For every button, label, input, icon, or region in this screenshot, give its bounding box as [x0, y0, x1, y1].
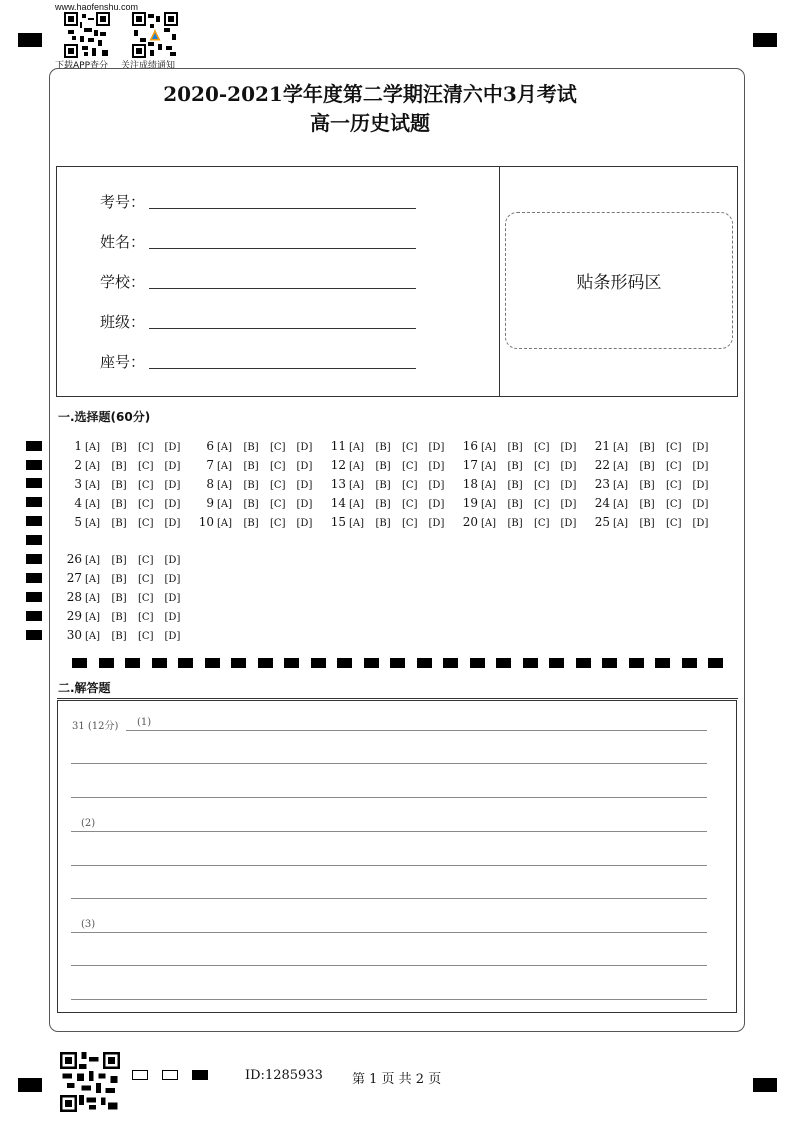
option-bubble-d[interactable]: [D]	[692, 442, 709, 453]
choice-question	[180, 496, 323, 510]
separator-mark	[629, 658, 644, 668]
option-bubble-b[interactable]: [B]	[639, 480, 655, 491]
part-2-label: (2)	[81, 818, 96, 829]
option-bubble-b[interactable]: [B]	[639, 461, 655, 472]
question-number: 20	[462, 515, 478, 529]
choice-question	[312, 477, 455, 491]
option-bubble-c[interactable]: [C]	[138, 593, 154, 604]
registration-mark	[18, 33, 42, 47]
separator-mark	[125, 658, 140, 668]
choice-question	[48, 477, 191, 491]
separator-mark	[390, 658, 405, 668]
option-bubble-a[interactable]: [A]	[217, 461, 233, 472]
option-bubble-c[interactable]: [C]	[138, 442, 154, 453]
question-number: 28	[66, 590, 82, 604]
qr-code-icon	[60, 1052, 120, 1112]
school-label: 学校：	[100, 273, 146, 291]
option-bubble-a[interactable]: [A]	[613, 461, 629, 472]
option-bubble-d[interactable]: [D]	[560, 518, 577, 529]
option-bubble-a[interactable]: [A]	[217, 480, 233, 491]
option-bubble-c[interactable]: [C]	[270, 480, 286, 491]
option-bubble-c[interactable]: [C]	[270, 499, 286, 510]
question-number: 7	[206, 458, 214, 472]
option-bubble-c[interactable]: [C]	[138, 555, 154, 566]
option-bubble-a[interactable]: [A]	[85, 442, 101, 453]
option-bubble-d[interactable]: [D]	[428, 442, 445, 453]
option-bubble-d[interactable]: [D]	[296, 518, 313, 529]
option-bubble-c[interactable]: [C]	[402, 461, 418, 472]
choice-question	[48, 590, 191, 604]
registration-mark	[18, 1078, 42, 1092]
option-bubble-a[interactable]: [A]	[481, 480, 497, 491]
timing-mark	[26, 478, 42, 488]
choice-question	[48, 628, 191, 642]
timing-mark	[26, 611, 42, 621]
option-bubble-b[interactable]: [B]	[507, 480, 523, 491]
registration-mark	[753, 1078, 777, 1092]
option-bubble-a[interactable]: [A]	[85, 518, 101, 529]
separator-mark	[311, 658, 326, 668]
option-bubble-d[interactable]: [D]	[692, 461, 709, 472]
question-number: 2	[74, 458, 82, 472]
option-bubble-c[interactable]: [C]	[402, 480, 418, 491]
question-number: 1	[74, 439, 82, 453]
sheet-id: ID:1285933	[245, 1068, 323, 1083]
option-bubble-b[interactable]: [B]	[111, 461, 127, 472]
part-1-label: (1)	[137, 717, 152, 728]
question-number: 13	[330, 477, 346, 491]
option-bubble-a[interactable]: [A]	[481, 461, 497, 472]
option-bubble-d[interactable]: [D]	[428, 461, 445, 472]
section-divider	[57, 698, 738, 699]
separator-mark	[284, 658, 299, 668]
question-number: 6	[206, 439, 214, 453]
option-bubble-d[interactable]: [D]	[164, 442, 181, 453]
choice-question	[312, 439, 455, 453]
choice-question	[444, 496, 587, 510]
choice-question	[48, 552, 191, 566]
question-number: 4	[74, 496, 82, 510]
separator-mark	[470, 658, 485, 668]
option-bubble-d[interactable]: [D]	[296, 442, 313, 453]
separator-mark	[231, 658, 246, 668]
option-bubble-b[interactable]: [B]	[243, 499, 259, 510]
write-line[interactable]	[71, 999, 707, 1000]
option-bubble-a[interactable]: [A]	[349, 518, 365, 529]
option-bubble-b[interactable]: [B]	[243, 480, 259, 491]
option-bubble-b[interactable]: [B]	[243, 461, 259, 472]
question-number: 29	[66, 609, 82, 623]
question-number: 12	[330, 458, 346, 472]
question-number: 30	[66, 628, 82, 642]
separator-mark	[602, 658, 617, 668]
option-bubble-d[interactable]: [D]	[560, 499, 577, 510]
option-bubble-c[interactable]: [C]	[666, 461, 682, 472]
option-bubble-d[interactable]: [D]	[560, 461, 577, 472]
question-number: 21	[594, 439, 610, 453]
option-bubble-d[interactable]: [D]	[692, 518, 709, 529]
option-bubble-c[interactable]: [C]	[270, 442, 286, 453]
choice-question	[576, 439, 719, 453]
separator-mark	[417, 658, 432, 668]
choice-question	[48, 458, 191, 472]
option-bubble-d[interactable]: [D]	[164, 631, 181, 642]
option-bubble-d[interactable]: [D]	[692, 480, 709, 491]
option-bubble-a[interactable]: [A]	[85, 461, 101, 472]
option-bubble-a[interactable]: [A]	[349, 480, 365, 491]
option-bubble-c[interactable]: [C]	[534, 518, 550, 529]
option-bubble-b[interactable]: [B]	[111, 555, 127, 566]
option-bubble-d[interactable]: [D]	[164, 574, 181, 585]
choice-question	[444, 477, 587, 491]
info-divider	[499, 166, 500, 397]
qr-code-icon	[132, 12, 178, 58]
option-bubble-d[interactable]: [D]	[296, 499, 313, 510]
option-bubble-a[interactable]: [A]	[613, 480, 629, 491]
option-bubble-b[interactable]: [B]	[639, 518, 655, 529]
option-bubble-a[interactable]: [A]	[217, 499, 233, 510]
separator-mark	[523, 658, 538, 668]
question-number: 15	[330, 515, 346, 529]
option-bubble-d[interactable]: [D]	[296, 461, 313, 472]
timing-mark	[26, 535, 42, 545]
option-bubble-b[interactable]: [B]	[111, 574, 127, 585]
option-bubble-c[interactable]: [C]	[666, 480, 682, 491]
option-bubble-d[interactable]: [D]	[164, 555, 181, 566]
option-bubble-c[interactable]: [C]	[402, 442, 418, 453]
option-bubble-b[interactable]: [B]	[243, 442, 259, 453]
option-bubble-a[interactable]: [A]	[85, 555, 101, 566]
option-bubble-a[interactable]: [A]	[349, 499, 365, 510]
q31-label: 31 (12分)	[72, 721, 119, 732]
option-bubble-d[interactable]: [D]	[164, 518, 181, 529]
option-bubble-b[interactable]: [B]	[507, 461, 523, 472]
choice-question	[312, 458, 455, 472]
question-number: 17	[462, 458, 478, 472]
separator-mark	[258, 658, 273, 668]
option-bubble-a[interactable]: [A]	[85, 480, 101, 491]
exam-number-field[interactable]	[149, 208, 416, 209]
option-bubble-c[interactable]: [C]	[402, 499, 418, 510]
separator-mark	[178, 658, 193, 668]
timing-mark	[26, 554, 42, 564]
option-bubble-b[interactable]: [B]	[507, 499, 523, 510]
question-number: 9	[206, 496, 214, 510]
option-bubble-b[interactable]: [B]	[111, 442, 127, 453]
option-bubble-d[interactable]: [D]	[164, 499, 181, 510]
option-bubble-c[interactable]: [C]	[534, 442, 550, 453]
choice-question	[48, 571, 191, 585]
option-bubble-c[interactable]: [C]	[534, 480, 550, 491]
section-title: 一.选择题(60分)	[58, 410, 151, 424]
option-bubble-a[interactable]: [A]	[85, 574, 101, 585]
page-marker-box	[132, 1070, 148, 1080]
option-bubble-b[interactable]: [B]	[375, 499, 391, 510]
question-number: 27	[66, 571, 82, 585]
question-number: 26	[66, 552, 82, 566]
option-bubble-b[interactable]: [B]	[375, 442, 391, 453]
option-bubble-d[interactable]: [D]	[428, 480, 445, 491]
answer-box[interactable]	[57, 700, 737, 1013]
exam-number-label: 考号：	[100, 193, 146, 211]
option-bubble-a[interactable]: [A]	[217, 518, 233, 529]
option-bubble-c[interactable]: [C]	[138, 499, 154, 510]
write-line[interactable]	[71, 898, 707, 899]
separator-mark	[205, 658, 220, 668]
timing-mark	[26, 516, 42, 526]
section-title-2: 二.解答题	[58, 681, 111, 695]
option-bubble-c[interactable]: [C]	[534, 461, 550, 472]
question-number: 8	[206, 477, 214, 491]
choice-question	[444, 515, 587, 529]
timing-mark	[26, 441, 42, 451]
write-line[interactable]	[71, 932, 707, 933]
name-label: 姓名：	[100, 233, 146, 251]
choice-question	[312, 496, 455, 510]
option-bubble-b[interactable]: [B]	[111, 612, 127, 623]
seat-label: 座号：	[100, 353, 146, 371]
website-url: www.haofenshu.com	[55, 2, 139, 12]
seat-field[interactable]	[149, 368, 416, 369]
page-marker-box	[162, 1070, 178, 1080]
timing-mark	[26, 592, 42, 602]
option-bubble-b[interactable]: [B]	[111, 593, 127, 604]
question-number: 23	[594, 477, 610, 491]
write-line[interactable]	[71, 763, 707, 764]
write-line[interactable]	[71, 797, 707, 798]
option-bubble-d[interactable]: [D]	[164, 612, 181, 623]
option-bubble-c[interactable]: [C]	[270, 518, 286, 529]
option-bubble-a[interactable]: [A]	[85, 593, 101, 604]
option-bubble-a[interactable]: [A]	[85, 631, 101, 642]
registration-mark	[753, 33, 777, 47]
separator-mark	[443, 658, 458, 668]
option-bubble-a[interactable]: [A]	[613, 518, 629, 529]
option-bubble-a[interactable]: [A]	[481, 442, 497, 453]
choice-question	[576, 458, 719, 472]
question-number: 16	[462, 439, 478, 453]
option-bubble-c[interactable]: [C]	[138, 461, 154, 472]
option-bubble-b[interactable]: [B]	[639, 499, 655, 510]
option-bubble-a[interactable]: [A]	[481, 518, 497, 529]
exam-title: 2020-2021学年度第二学期汪清六中3月考试	[163, 82, 577, 106]
option-bubble-d[interactable]: [D]	[428, 518, 445, 529]
timing-mark	[26, 630, 42, 640]
page-number: 第 1 页 共 2 页	[352, 1072, 442, 1087]
option-bubble-b[interactable]: [B]	[375, 461, 391, 472]
exam-subtitle: 高一历史试题	[310, 111, 430, 135]
option-bubble-d[interactable]: [D]	[164, 461, 181, 472]
option-bubble-c[interactable]: [C]	[138, 480, 154, 491]
option-bubble-d[interactable]: [D]	[560, 480, 577, 491]
write-line[interactable]	[71, 831, 707, 832]
option-bubble-b[interactable]: [B]	[111, 518, 127, 529]
separator-mark	[99, 658, 114, 668]
choice-question	[48, 609, 191, 623]
choice-question	[576, 515, 719, 529]
option-bubble-c[interactable]: [C]	[138, 518, 154, 529]
separator-mark	[337, 658, 352, 668]
choice-question	[576, 477, 719, 491]
choice-question	[180, 515, 323, 529]
timing-mark	[26, 497, 42, 507]
option-bubble-b[interactable]: [B]	[111, 480, 127, 491]
choice-question	[180, 439, 323, 453]
question-number: 3	[74, 477, 82, 491]
option-bubble-b[interactable]: [B]	[639, 442, 655, 453]
option-bubble-b[interactable]: [B]	[507, 442, 523, 453]
qr-caption-follow: 关注成绩通知	[121, 61, 176, 71]
choice-question	[48, 439, 191, 453]
option-bubble-a[interactable]: [A]	[349, 442, 365, 453]
question-number: 22	[594, 458, 610, 472]
option-bubble-b[interactable]: [B]	[111, 499, 127, 510]
option-bubble-d[interactable]: [D]	[560, 442, 577, 453]
choice-question	[312, 515, 455, 529]
separator-mark	[72, 658, 87, 668]
separator-mark	[549, 658, 564, 668]
option-bubble-d[interactable]: [D]	[428, 499, 445, 510]
question-number: 24	[594, 496, 610, 510]
choice-question	[180, 477, 323, 491]
choice-question	[180, 458, 323, 472]
class-field[interactable]	[149, 328, 416, 329]
option-bubble-c[interactable]: [C]	[138, 574, 154, 585]
barcode-area	[505, 212, 733, 349]
option-bubble-c[interactable]: [C]	[402, 518, 418, 529]
option-bubble-a[interactable]: [A]	[613, 442, 629, 453]
write-line[interactable]	[71, 965, 707, 966]
school-field[interactable]	[149, 288, 416, 289]
choice-question	[48, 515, 191, 529]
choice-question	[444, 439, 587, 453]
separator-mark	[152, 658, 167, 668]
separator-mark	[496, 658, 511, 668]
option-bubble-a[interactable]: [A]	[85, 612, 101, 623]
option-bubble-a[interactable]: [A]	[85, 499, 101, 510]
option-bubble-d[interactable]: [D]	[164, 593, 181, 604]
option-bubble-c[interactable]: [C]	[138, 631, 154, 642]
question-number: 18	[462, 477, 478, 491]
option-bubble-a[interactable]: [A]	[613, 499, 629, 510]
option-bubble-a[interactable]: [A]	[217, 442, 233, 453]
question-number: 5	[74, 515, 82, 529]
write-line[interactable]	[71, 865, 707, 866]
timing-mark	[26, 573, 42, 583]
option-bubble-b[interactable]: [B]	[111, 631, 127, 642]
question-number: 14	[330, 496, 346, 510]
name-field[interactable]	[149, 248, 416, 249]
option-bubble-c[interactable]: [C]	[270, 461, 286, 472]
option-bubble-d[interactable]: [D]	[164, 480, 181, 491]
page-marker-filled	[192, 1070, 208, 1080]
class-label: 班级：	[100, 313, 146, 331]
option-bubble-d[interactable]: [D]	[692, 499, 709, 510]
option-bubble-c[interactable]: [C]	[666, 499, 682, 510]
choice-question	[444, 458, 587, 472]
question-number: 25	[594, 515, 610, 529]
timing-mark	[26, 460, 42, 470]
option-bubble-d[interactable]: [D]	[296, 480, 313, 491]
option-bubble-b[interactable]: [B]	[375, 518, 391, 529]
part-3-label: (3)	[81, 919, 96, 930]
option-bubble-a[interactable]: [A]	[481, 499, 497, 510]
option-bubble-b[interactable]: [B]	[375, 480, 391, 491]
question-number: 11	[330, 439, 346, 453]
option-bubble-c[interactable]: [C]	[666, 442, 682, 453]
separator-mark	[682, 658, 697, 668]
qr-caption-app: 下载APP查分	[55, 61, 109, 71]
barcode-label: 贴条形码区	[576, 273, 662, 293]
option-bubble-c[interactable]: [C]	[138, 612, 154, 623]
separator-mark	[655, 658, 670, 668]
choice-question	[48, 496, 191, 510]
option-bubble-a[interactable]: [A]	[349, 461, 365, 472]
question-number: 19	[462, 496, 478, 510]
option-bubble-c[interactable]: [C]	[666, 518, 682, 529]
write-line[interactable]	[126, 730, 707, 731]
separator-mark	[708, 658, 723, 668]
separator-mark	[576, 658, 591, 668]
option-bubble-b[interactable]: [B]	[243, 518, 259, 529]
option-bubble-c[interactable]: [C]	[534, 499, 550, 510]
separator-mark	[364, 658, 379, 668]
qr-code-icon	[64, 12, 110, 58]
option-bubble-b[interactable]: [B]	[507, 518, 523, 529]
choice-question	[576, 496, 719, 510]
question-number: 10	[198, 515, 214, 529]
